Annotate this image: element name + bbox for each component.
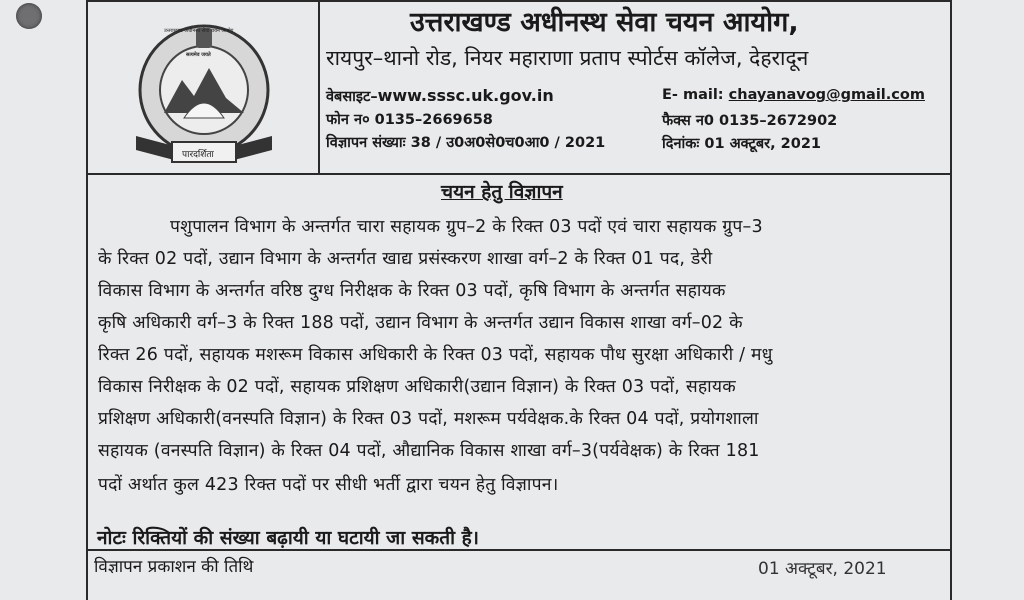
punch-hole	[16, 3, 42, 29]
email-label: E- mail:	[662, 87, 724, 103]
organization-name: उत्तराखण्ड अधीनस्थ सेवा चयन आयोग,	[410, 7, 799, 38]
notice-line: पशुपालन विभाग के अन्तर्गत चारा सहायक ग्रुप–2 के रिक्त 03 पदों एवं चारा सहायक ग्रुप–3	[170, 217, 763, 237]
phone-number: फोन न० 0135–2669658	[326, 112, 493, 128]
header-vertical-divider	[318, 0, 320, 174]
website-label: वेबसाइट–	[326, 89, 378, 105]
notice-line: विकास निरीक्षक के 02 पदों, सहायक प्रशिक्षण अधिकारी(उद्यान विज्ञान) के रिक्त 03 पदों, सहायक	[98, 377, 736, 397]
notice-note: नोटः रिक्तियों की संख्या बढ़ायी या घटायी जा सकती है।	[97, 527, 479, 549]
commission-emblem	[124, 18, 284, 168]
notice-line: कृषि अधिकारी वर्ग–3 के रिक्त 188 पदों, उद्यान विभाग के अन्तर्गत उद्यान विकास शाखा वर्ग–02 के	[98, 313, 743, 333]
emblem-motto: सत्यमेव जयते	[186, 52, 211, 58]
advertisement-number: विज्ञापन संख्याः 38 / उ0अ0से0च0आ0 / 2021	[326, 135, 606, 151]
fax-number: फैक्स न0 0135–2672902	[662, 113, 838, 129]
notice-line: पदों अर्थात कुल 423 रिक्त पदों पर सीधी भर्ती द्वारा चयन हेतु विज्ञापन।	[98, 475, 559, 495]
notice-line: के रिक्त 02 पदों, उद्यान विभाग के अन्तर्गत खाद्य प्रसंस्करण शाखा वर्ग–2 के रिक्त 01 पद, डेरी	[98, 249, 713, 269]
header-divider	[86, 173, 950, 175]
notice-line: रिक्त 26 पदों, सहायक मशरूम विकास अधिकारी के रिक्त 03 पदों, सहायक पौध सुरक्षा अधिकारी / मधु	[98, 345, 773, 365]
organization-address: रायपुर–थानो रोड, नियर महाराणा प्रताप स्पोर्टस कॉलेज, देहरादून	[326, 46, 809, 70]
notice-line: विकास विभाग के अन्तर्गत वरिष्ठ दुग्ध निरीक्षक के रिक्त 03 पदों, कृषि विभाग के अन्तर्गत सहायक	[98, 281, 726, 301]
website-line	[326, 86, 554, 106]
email-line	[662, 87, 925, 103]
emblem-banner-text: पारदर्शिता	[182, 150, 214, 160]
website-link[interactable]: www.sssc.uk.gov.in	[377, 86, 554, 105]
notice-line: सहायक (वनस्पति विज्ञान) के रिक्त 04 पदों, औद्यानिक विकास शाखा वर्ग–3(पर्यवेक्षक) के रिक्त 181	[98, 441, 760, 461]
publication-date-value: 01 अक्टूबर, 2021	[758, 559, 887, 579]
notice-heading: चयन हेतु विज्ञापन	[441, 181, 563, 203]
email-link[interactable]: chayanavog@gmail.com	[728, 87, 925, 103]
notice-line: प्रशिक्षण अधिकारी(वनस्पति विज्ञान) के रिक्त 03 पदों, मशरूम पर्यवेक्षक.के रिक्त 04 पदों, प्रयोगशाला	[98, 409, 759, 429]
emblem-ring-text: उत्तराखण्ड अधीनस्थ सेवा चयन आयोग	[164, 28, 234, 34]
advertisement-date: दिनांकः 01 अक्टूबर, 2021	[662, 136, 822, 152]
publication-date-label: विज्ञापन प्रकाशन की तिथि	[94, 557, 254, 577]
